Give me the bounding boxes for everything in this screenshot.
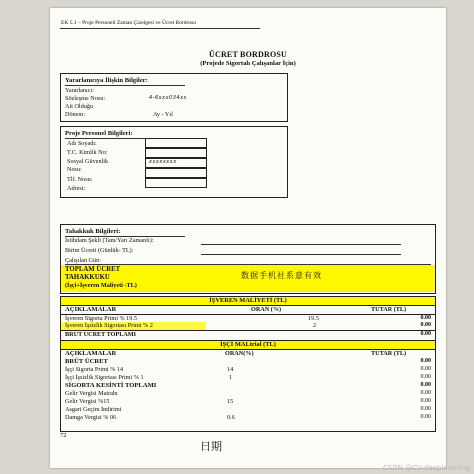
accrual-field: Çalışılan Gün: [65,257,101,264]
accrual-field: Birim Ücreti (Günlük- TL): [65,247,134,254]
employer-row-label: BRÜT ÜCRET TOPLAMI [65,331,137,338]
employer-row-label: İşveren İşsizlik Sigortası Primi % 2 [65,322,153,329]
personnel-heading: Proje Personel Bilgileri: [65,130,133,137]
employee-row-rate: 0.6 [227,414,235,421]
total-accrual-label: TAHAKKUKU [65,274,110,281]
col-description: AÇIKLAMALAR [65,350,117,357]
employer-info-box [60,73,288,122]
employer-cost-table [60,296,436,342]
employer-heading: Yararlanıcıya İlişkin Bilgiler: [65,77,148,84]
accrual-field: İstihdam Şekli (Tam/Yarı Zamanlı): [65,237,154,244]
handwritten-signature: 日期 [200,440,222,453]
personnel-field: Nosu: [67,166,82,173]
col-description: AÇIKLAMALAR [65,306,117,313]
period-value: Ay - Yıl [153,111,173,118]
employee-row-label: İşçi İşsizlik Sigortası Primi % 1 [65,374,144,381]
annex-header: EK 5.1 – Proje Personeli Zaman Çizelgesi ve Ücret Bordrosu [61,20,197,26]
employee-row-rate: 1 [229,374,233,381]
employer-field: Yararlanıcı: [65,87,94,94]
employee-row-label: Gelir Vergisi %15 [65,398,110,405]
personnel-field: T.C. Kimlik No: [67,149,108,156]
total-accrual-note: (İşçi+İşveren Maliyeti -TL) [65,282,137,289]
employee-row-label: Damga Vergisi % 06 [65,414,117,421]
employee-row-amount: 0.00 [420,374,431,380]
accrual-heading: Tahakkuk Bilgileri: [65,228,121,235]
value-box [145,168,207,178]
employer-cost-heading: İŞVEREN MALİYETİ (TL) [209,297,287,304]
col-amount: TUTAR (TL) [371,306,407,313]
employee-row-rate: 15 [227,398,234,405]
employer-row-amount: 0.00 [420,322,431,328]
document-subtitle: (Projede Sigortalı Çalışanlar İçin) [200,60,296,67]
employee-row-amount: 0.00 [420,358,431,364]
document-page [50,8,446,468]
employee-row-amount: 0.00 [420,366,431,372]
employee-row-amount: 0.00 [420,406,431,412]
employee-row-rate: 14 [227,366,234,373]
header-rule [60,28,260,29]
employee-row-label: SİGORTA KESİNTİ TOPLAMI [65,382,157,389]
employee-row-label: İşçi Sigorta Primi % 14 [65,366,124,373]
personnel-field: Sosyal Güvenlik [67,158,109,165]
value-box [145,148,207,158]
personnel-field: Adı Soyadı: [67,140,97,147]
watermark: CSDN @CV-deeplearning [382,464,470,472]
employer-row-amount: 0.00 [420,315,431,321]
employer-field: Dönem: [65,111,85,118]
personnel-field: Tlf. Nosu: [67,176,93,183]
employee-row-amount: 0.00 [420,382,431,388]
value-box [145,138,207,148]
col-rate: ORAN(%) [225,350,254,357]
personnel-field: Adresi: [67,185,86,192]
accrual-info-box [60,224,436,294]
contract-number-value: 4-6xxx034xx [149,95,188,101]
employee-row-label: Gelir Vergisi Matrahı [65,390,118,397]
total-accrual-label: TOPLAM ÜCRET [65,266,121,273]
employer-field: Sözleşme Nosu: [65,95,106,102]
employer-row-amount: 0.00 [420,331,431,337]
page-number: 72 [60,432,67,439]
employer-row-label: İşveren Sigorta Primi % 19.5 [65,315,138,322]
employee-row-amount: 0.00 [420,390,431,396]
employee-row-amount: 0.00 [420,398,431,404]
employee-cost-table [60,340,436,432]
personnel-info-box [60,126,288,198]
employee-row-label: BRÜT ÜCRET [65,358,108,365]
employer-field: Ait Olduğu [65,103,94,110]
employer-row-rate: 19.5 [308,315,319,322]
social-security-value: xxxxxxxx [149,159,177,165]
col-amount: TUTAR (TL) [371,350,407,357]
col-rate: ORAN (%) [251,306,282,313]
employee-row-amount: 0.00 [420,414,431,420]
employee-row-label: Asgari Geçim İndirimi [65,406,122,413]
value-box [145,178,207,188]
total-accrual-handwritten: 数据手机社系意有效 [241,271,322,280]
employee-cost-heading: İŞÇİ MALtrial (TL) [220,341,276,348]
document-title: ÜCRET BORDROSU [209,50,287,59]
employer-row-rate: 2 [313,322,317,329]
